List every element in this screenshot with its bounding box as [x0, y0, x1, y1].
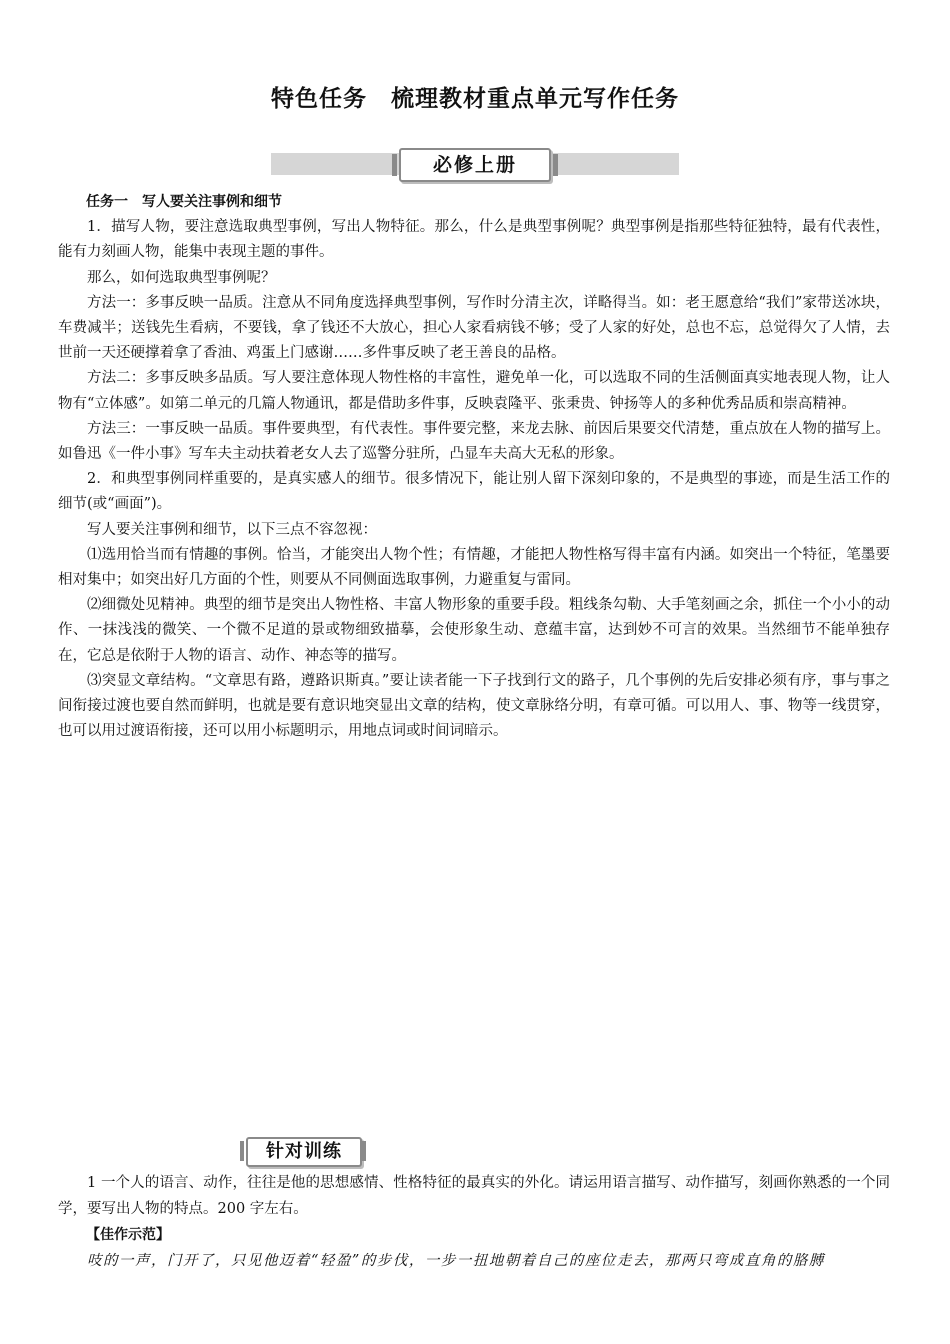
paragraph: 写人要关注事例和细节，以下三点不容忽视： — [87, 521, 377, 538]
section-badge: 必修上册 — [399, 148, 551, 182]
paragraph: 1．描写人物，要注意选取典型事例，写出人物特征。那么，什么是典型事例呢？典型事例是指那些特征独特，最有代表性，能有力刻画人物，能集中表现主题的事件。 — [58, 219, 890, 261]
sample-text: 吱的一声，门开了，只见他迈着“轻盈”的步伐，一步一扭地朝着自己的座位走去，那两只弯成直角的胳膊 — [87, 1253, 825, 1269]
paragraph: ⑶突显文章结构。“文章思有路，遵路识斯真。”要让读者能一下子找到行文的路子，几个事例的先后安排必须有序，事与事之间衔接过渡也要自然而鲜明，也就是要有意识地突显出文章的结构，使文章脉络分明，有章可循。可以用人、事、物等一线贯穿，也可以用过渡语衔接，还可以用小标题明示，用地点词或时间词暗示。 — [58, 672, 890, 740]
task-heading: 任务一 写人要关注事例和细节 — [86, 194, 282, 210]
paragraph: 2．和典型事例同样重要的，是真实感人的细节。很多情况下，能让别人留下深刻印象的，不是典型的事迹，而是生活工作的细节(或“画面”)。 — [58, 471, 890, 513]
page-title: 特色任务 梳理教材重点单元写作任务 — [271, 86, 679, 112]
exercise-text: 1 一个人的语言、动作，往往是他的思想感情、性格特征的最真实的外化。请运用语言描写、动作描写，刻画你熟悉的一个同学，要写出人物的特点。200 字左右。 — [58, 1175, 890, 1217]
paragraph: ⑴选用恰当而有情趣的事例。恰当，才能突出人物个性；有情趣，才能把人物性格写得丰富有内涵。如突出一个特征，笔墨要相对集中；如突出好几方面的个性，则要从不同侧面选取事例，力避重复与雷同。 — [58, 546, 890, 589]
paragraph: ⑵细微处见精神。典型的细节是突出人物性格、丰富人物形象的重要手段。粗线条勾勒、大手笔刻画之余，抓住一个小小的动作、一抹浅浅的微笑、一个微不足道的景或物细致描摹，会使形象生动、意蕴丰富，达到妙不可言的效果。当然细节不能单独存在，它总是依附于人物的语言、动作、神态等的描写。 — [58, 597, 890, 664]
paragraph: 方法三：一事反映一品质。事件要典型，有代表性。事件要完整，来龙去脉、前因后果要交代清楚，重点放在人物的描写上。如鲁迅《一件小事》写车夫主动扶着老女人去了巡警分驻所，凸显车夫高大无私的形象。 — [58, 420, 890, 463]
training-banner-left-bar — [240, 1141, 244, 1161]
sample-label: 【佳作示范】 — [86, 1227, 170, 1243]
training-banner-right-bar — [362, 1141, 366, 1161]
paragraph: 方法一：多事反映一品质。注意从不同角度选择典型事例，写作时分清主次，详略得当。如：老王愿意给“我们”家带送冰块，车费减半；送钱先生看病，不要钱，拿了钱还不大放心，担心人家看病钱不够；受了人家的好处，总也不忘，总觉得欠了人情，去世前一天还硬撑着拿了香油、鸡蛋上门感谢……多件事反映了老王善良的品格。 — [58, 294, 890, 362]
training-content — [58, 1170, 890, 1274]
paragraph: 方法二：多事反映多品质。写人要注意体现人物性格的丰富性，避免单一化，可以选取不同的生活侧面真实地表现人物，让人物有“立体感”。如第二单元的几篇人物通讯，都是借助多件事，反映袁隆平、张秉贵、钟扬等人的多种优秀品质和崇高精神。 — [58, 370, 890, 412]
section-banner — [271, 148, 679, 180]
training-banner — [240, 1137, 368, 1165]
paragraph: 那么，如何选取典型事例呢？ — [87, 269, 276, 286]
training-badge: 针对训练 — [246, 1137, 362, 1167]
main-content — [58, 190, 890, 744]
